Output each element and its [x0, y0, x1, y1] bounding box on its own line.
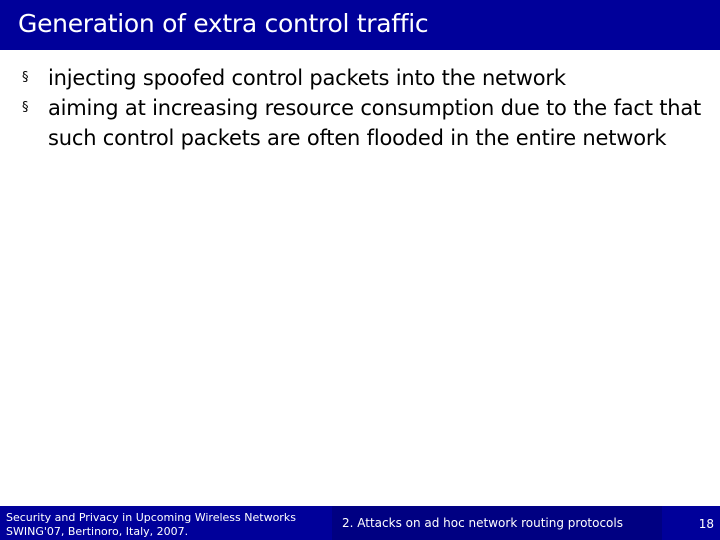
footer-bar [0, 506, 720, 540]
bullet-text: injecting spoofed control packets into the network [48, 66, 566, 90]
footer-section-title: 2. Attacks on ad hoc network routing protocols [342, 516, 623, 530]
bullet-list [22, 63, 702, 153]
footer-source-line-1: Security and Privacy in Upcoming Wireless Networks [6, 511, 296, 524]
bullet-marker-icon: § [22, 100, 29, 115]
title-bar [0, 0, 720, 50]
footer-section [332, 506, 662, 540]
slide-title: Generation of extra control traffic [18, 9, 429, 38]
bullet-text: aiming at increasing resource consumption due to the fact that such control packets are often flooded in the entire network [48, 96, 702, 150]
bullet-marker-icon: § [22, 70, 29, 85]
footer-source-line-2: SWING'07, Bertinoro, Italy, 2007. [6, 525, 189, 538]
footer-source [6, 511, 296, 539]
bullet-item [22, 63, 702, 93]
bullet-item [22, 93, 702, 153]
page-number: 18 [698, 517, 714, 531]
